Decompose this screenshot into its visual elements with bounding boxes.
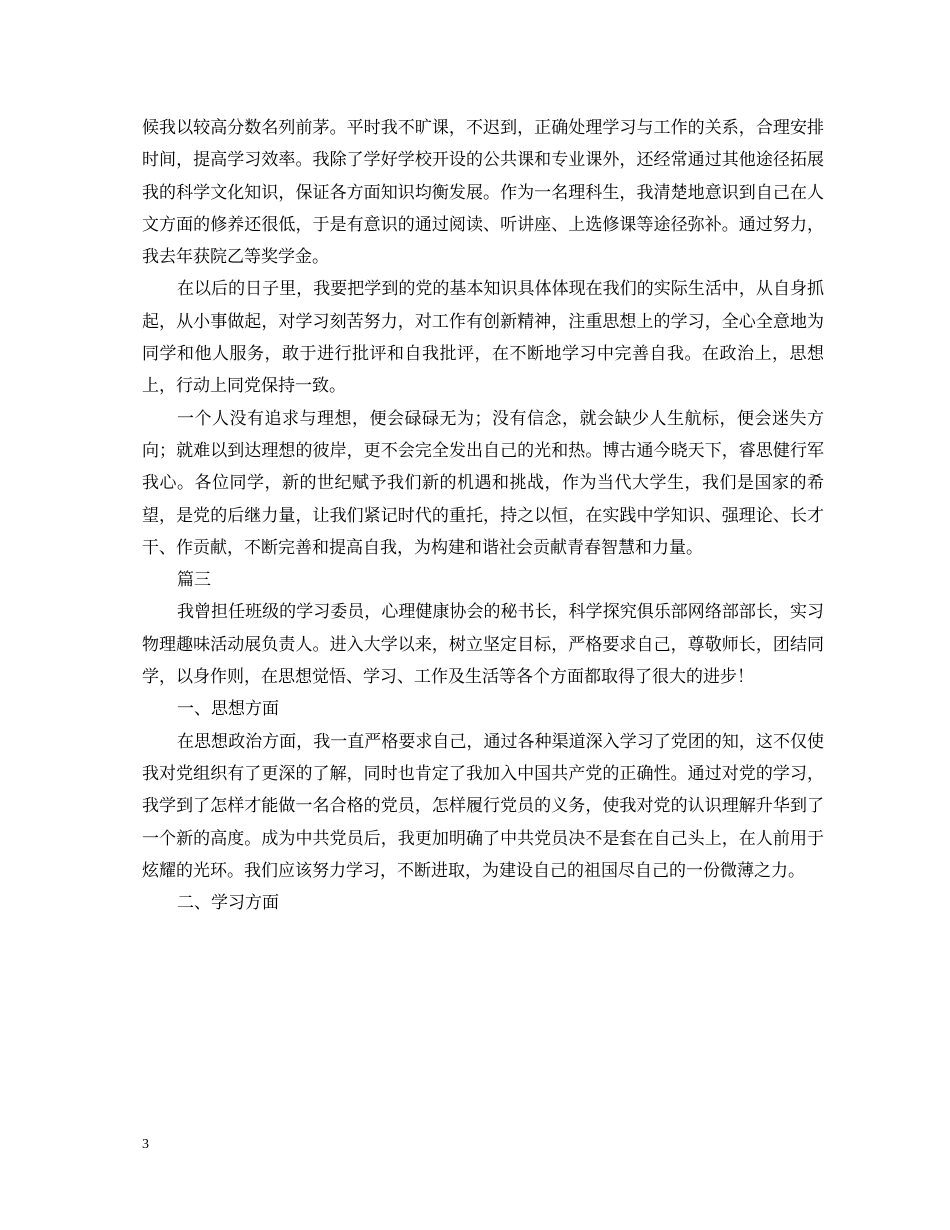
section-title: 篇三 (177, 570, 211, 591)
page-number: 3 (142, 1137, 149, 1152)
section-heading: 一、思想方面 (177, 699, 279, 720)
paragraph: 一个人没有追求与理想，便会碌碌无为；没有信念，就会缺少人生航标，便会迷失方向；就难以到达理想的彼岸，更不会完全发出自己的光和热。博古通今晓天下，睿思健行军我心。各位同学，新的世纪赋予我们新的机遇和挑战，作为当代大学生，我们是国家的希望，是党的后继力量，让我们紧记时代的重托，持之以恒，在实践中学知识、强理论、长才干、作贡献，不断完善和提高自我，为构建和谐社会贡献青春智慧和力量。 (142, 408, 824, 558)
paragraph-continuation: 候我以较高分数名列前茅。平时我不旷课，不迟到，正确处理学习与工作的关系，合理安排时间，提高学习效率。我除了学好学校开设的公共课和专业课外，还经常通过其他途径拓展我的科学文化知识，保证各方面知识均衡发展。作为一名理科生，我清楚地意识到自己在人文方面的修养还很低，于是有意识的通过阅读、听讲座、上选修课等途径弥补。通过努力，我去年获院乙等奖学金。 (142, 118, 824, 268)
document-body (142, 112, 824, 919)
paragraph: 在以后的日子里，我要把学到的党的基本知识具体体现在我们的实际生活中，从自身抓起，从小事做起，对学习刻苦努力，对工作有创新精神，注重思想上的学习，全心全意地为同学和他人服务，敢于进行批评和自我批评，在不断地学习中完善自我。在政治上，思想上，行动上同党保持一致。 (142, 279, 824, 397)
paragraph: 在思想政治方面，我一直严格要求自己，通过各种渠道深入学习了党团的知，这不仅使我对党组织有了更深的了解，同时也肯定了我加入中国共产党的正确性。通过对党的学习，我学到了怎样才能做一名合格的党员，怎样履行党员的义务，使我对党的认识理解升华到了一个新的高度。成为中共党员后，我更加明确了中共党员决不是套在自己头上，在人前用于炫耀的光环。我们应该努力学习，不断进取，为建设自己的祖国尽自己的一份微薄之力。 (142, 731, 824, 881)
paragraph: 我曾担任班级的学习委员，心理健康协会的秘书长，科学探究俱乐部网络部部长，实习物理趣味活动展负责人。进入大学以来，树立坚定目标，严格要求自己，尊敬师长，团结同学，以身作则，在思想觉悟、学习、工作及生活等各个方面都取得了很大的进步！ (142, 602, 824, 688)
section-heading: 二、学习方面 (177, 893, 279, 914)
